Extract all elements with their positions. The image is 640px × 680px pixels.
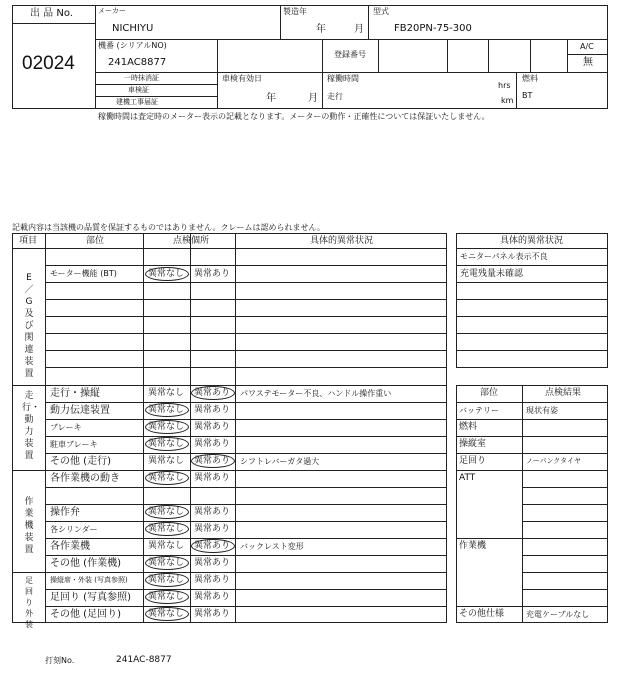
drive-other-detail: シフトレバーガタ過大: [240, 457, 320, 466]
parking-abnormal: 異常あり: [194, 439, 231, 449]
legs-other-abnormal: 異常あり: [194, 609, 231, 619]
col-detail: 具体的異常状況: [310, 236, 374, 246]
col-part: 部位: [86, 236, 105, 246]
steer-normal: 異常なし: [148, 388, 185, 398]
part-steer: 走行・操縦: [50, 388, 100, 399]
result-battery-label: バッテリー: [459, 406, 499, 415]
cylinder-normal-mark: [145, 522, 189, 536]
month-unit: 月: [354, 24, 364, 35]
construction-label: 建機工事届証: [116, 98, 158, 106]
ac-value: 無: [583, 57, 593, 68]
brake-abnormal: 異常あり: [194, 422, 231, 432]
inspection-valid-label: 車検有効日: [222, 74, 262, 83]
valve-normal-mark: [145, 505, 189, 519]
legs-abnormal: 異常あり: [194, 592, 231, 602]
part-valve: 操作弁: [50, 507, 80, 518]
cab-abnormal: 異常あり: [194, 575, 231, 585]
drive-other-abnormal-mark: [191, 454, 235, 468]
work-motion-normal-mark: [145, 471, 189, 485]
result-att-label: ATT: [459, 473, 476, 483]
work-other-abnormal: 異常あり: [194, 558, 231, 568]
drive-other-abnormal: 異常あり: [194, 456, 231, 466]
result-fuel-label: 燃料: [459, 422, 478, 432]
part-legs: 足回り (写真参照): [50, 592, 131, 603]
hours-label: 稼働時間: [327, 74, 359, 83]
steer-detail: パワステモーター不良、ハンドル操作重い: [240, 389, 392, 398]
section-legs: 足回り外装: [25, 576, 33, 629]
section-drive: 走行・動力装置: [22, 391, 41, 461]
temp-permit-label: 一時抹消証: [124, 74, 159, 82]
transmission-abnormal: 異常あり: [194, 405, 231, 415]
inspection-year-unit: 年: [266, 93, 276, 104]
legs-other-normal: 異常なし: [148, 609, 185, 619]
result-legs-label: 足回り: [459, 456, 487, 466]
part-work-motion: 各作業機の動き: [50, 473, 120, 484]
lot-label: 出 品 No.: [30, 8, 73, 19]
parking-normal: 異常なし: [148, 439, 185, 449]
fuel-value: BT: [522, 91, 533, 100]
year-label: 製造年: [283, 7, 307, 16]
transmission-normal: 異常なし: [148, 405, 185, 415]
part-motor: モーター機能 (BT): [50, 269, 117, 278]
valve-abnormal: 異常あり: [194, 507, 231, 517]
result-work-label: 作業機: [459, 541, 487, 551]
work-each-detail: バックレスト変形: [240, 542, 304, 551]
transmission-normal-mark: [145, 403, 189, 417]
section-eg: E／G及び関連装置: [24, 273, 34, 379]
cab-normal: 異常なし: [148, 575, 185, 585]
serial-value: 241AC8877: [108, 57, 167, 68]
travel-label: 走行: [327, 92, 343, 101]
lot-number: 02024: [22, 53, 75, 74]
valve-normal: 異常なし: [148, 507, 185, 517]
quality-disclaimer: 記載内容は当該機の品質を保証するものではありません。クレームは認められません。: [12, 223, 325, 232]
motor-normal-mark: [145, 267, 189, 281]
section-work: 作業機装置: [24, 497, 34, 555]
result-battery-value: 現状有姿: [526, 406, 558, 415]
result-part-header: 部位: [480, 388, 499, 398]
part-cylinder: 各シリンダー: [50, 525, 98, 534]
work-other-normal: 異常なし: [148, 558, 185, 568]
legs-normal: 異常なし: [148, 592, 185, 602]
detail-header: 具体的異常状況: [500, 236, 564, 246]
part-work-each: 各作業機: [50, 541, 90, 552]
maker-value: NICHIYU: [112, 23, 154, 34]
part-parking-brake: 駐車ブレーキ: [50, 440, 98, 449]
brake-normal-mark: [145, 420, 189, 434]
motor-normal: 異常なし: [148, 269, 185, 279]
part-legs-other: その他 (足回り): [50, 609, 121, 620]
year-unit: 年: [316, 24, 326, 35]
result-other-spec-value: 充電ケーブルなし: [526, 610, 590, 619]
model-label: 型式: [373, 7, 389, 16]
legs-normal-mark: [145, 590, 189, 604]
motor-abnormal: 異常あり: [194, 269, 231, 279]
maker-label: メーカー: [98, 7, 126, 15]
steer-abnormal-mark: [191, 386, 235, 400]
stamp-value: 241AC-8877: [116, 655, 172, 665]
result-other-spec-label: その他仕様: [459, 609, 505, 619]
inspection-month-unit: 月: [308, 93, 318, 104]
work-motion-abnormal: 異常あり: [194, 473, 231, 483]
km-unit: km: [501, 96, 514, 105]
result-header: 点検結果: [545, 388, 582, 398]
drive-other-normal: 異常なし: [148, 456, 185, 466]
parking-normal-mark: [145, 437, 189, 451]
part-cab: 操縦席・外装 (写真参照): [50, 576, 128, 584]
part-drive-other: その他 (走行): [50, 456, 111, 467]
serial-label: 機番 (シリアルNO): [98, 41, 167, 50]
hrs-unit: hrs: [498, 81, 511, 90]
result-cab-label: 操縦室: [459, 439, 487, 449]
cab-normal-mark: [145, 573, 189, 587]
work-motion-normal: 異常なし: [148, 473, 185, 483]
brake-normal: 異常なし: [148, 422, 185, 432]
work-other-normal-mark: [145, 556, 189, 570]
part-transmission: 動力伝達装置: [50, 405, 110, 416]
part-brake: ブレーキ: [50, 423, 82, 432]
registration-label: 登録番号: [334, 50, 366, 59]
detail-item: モニターパネル表示不良: [460, 252, 548, 261]
work-each-normal: 異常なし: [148, 541, 185, 551]
col-check: 点検個所: [173, 236, 210, 246]
work-each-abnormal-mark: [191, 539, 235, 553]
model-value: FB20PN-75-300: [394, 23, 472, 34]
result-legs-value: ノーパンクタイヤ: [526, 457, 582, 465]
ac-label: A/C: [580, 42, 594, 51]
hours-disclaimer: 稼働時間は査定時のメーター表示の記載となります。メーターの動作・正確性については保証いたしません。: [98, 112, 490, 121]
detail-item: 充電残量未確認: [460, 269, 524, 279]
stamp-label: 打刻No.: [45, 656, 75, 665]
col-item: 項目: [19, 236, 38, 246]
work-each-abnormal: 異常あり: [194, 541, 231, 551]
cylinder-normal: 異常なし: [148, 524, 185, 534]
fuel-label: 燃料: [522, 74, 538, 83]
legs-other-normal-mark: [145, 607, 189, 621]
steer-abnormal: 異常あり: [194, 388, 231, 398]
inspection-cert-label: 車検証: [128, 86, 149, 94]
part-work-other: その他 (作業機): [50, 558, 121, 569]
cylinder-abnormal: 異常あり: [194, 524, 231, 534]
